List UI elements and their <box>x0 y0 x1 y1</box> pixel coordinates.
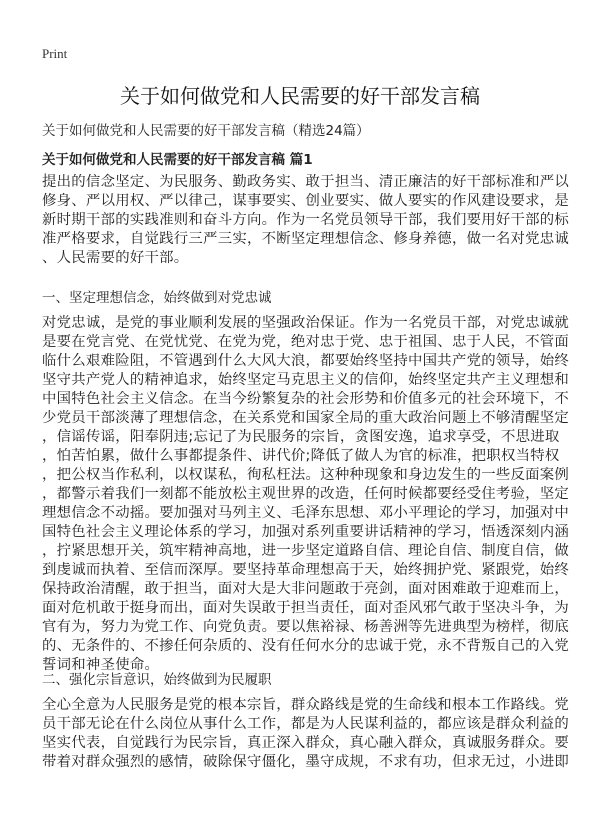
text-line: 少党员干部淡薄了理想信念，在关系党和国家全局的重大政治问题上不够清醒坚定 <box>42 410 570 426</box>
text-line: ，信谣传谣，阳奉阴违;忘记了为民服务的宗旨，贪图安逸，追求享受，不思进取 <box>42 429 560 445</box>
text-line: 提出的信念坚定、为民服务、勤政务实、敢于担当、清正廉洁的好干部标准和严以 <box>42 174 570 190</box>
print-link[interactable]: Print <box>42 46 68 61</box>
text-line: 是要在党言党、在党忧党、在党为党，绝对忠于党、忠于祖国、忠于人民，不管面 <box>42 334 570 350</box>
text-line: ，怕苦怕累，做什么事都提条件、讲代价;降低了做人为官的标准，把职权当特权 <box>42 448 560 464</box>
article-heading: 关于如何做党和人民需要的好干部发言稿 篇1 <box>42 152 313 168</box>
text-line: ，都警示着我们一刻都不能放松主观世界的改造，任何时候都要经受住考验，坚定 <box>42 486 570 502</box>
text-line: 对党忠诚，是党的事业顺利发展的坚强政治保证。作为一名党员干部，对党忠诚就 <box>42 315 570 331</box>
text-line: 坚守共产党人的精神追求，始终坚定马克思主义的信仰，始终坚定共产主义理想和 <box>42 372 570 388</box>
paragraph-2 <box>42 314 569 675</box>
text-line: 誓词和神圣使命。 <box>42 657 160 673</box>
subtitle: 关于如何做党和人民需要的好干部发言稿（精选24篇） <box>42 123 370 139</box>
text-line: 到虔诚而执着、至信而深厚。要坚持革命理想高于天，始终拥护党、紧跟党，始终 <box>42 562 570 578</box>
text-line: 中国特色社会主义信念。在当今纷繁复杂的社会形势和价值多元的社会环境下，不 <box>42 391 570 407</box>
paragraph-1 <box>42 173 569 268</box>
text-line: ，拧紧思想开关，筑牢精神高地，进一步坚定道路自信、理论自信、制度自信，做 <box>42 543 570 559</box>
text-line: 面对危机敢于挺身而出，面对失误敢于担当责任，面对歪风邪气敢于坚决斗争，为 <box>42 600 570 616</box>
text-line: 员干部无论在什么岗位从事什么工作，都是为人民谋利益的，都应该是群众利益的 <box>42 716 570 732</box>
text-line: 带着对群众强烈的感情，破除保守僵化，墨守成规，不求有功，但求无过，小进即 <box>42 754 570 770</box>
text-line: 理想信念不动摇。要加强对马列主义、毛泽东思想、邓小平理论的学习，加强对中 <box>42 505 570 521</box>
text-line: 、人民需要的好干部。 <box>42 250 189 266</box>
paragraph-3 <box>42 696 569 772</box>
text-line: 准严格要求，自觉践行三严三实，不断坚定理想信念、修身养德，做一名对党忠诚 <box>42 231 570 247</box>
section-heading-1: 一、坚定理想信念，始终做到对党忠诚 <box>42 290 272 306</box>
text-line: 官有为，努力为党工作、向党负责。要以焦裕禄、杨善洲等先进典型为榜样，彻底 <box>42 619 570 635</box>
text-line: 国特色社会主义理论体系的学习，加强对系列重要讲话精神的学习，悟透深刻内涵 <box>42 524 570 540</box>
text-line: 临什么艰难险阻，不管遇到什么大风大浪，都要始终坚持中国共产党的领导，始终 <box>42 353 570 369</box>
text-line: ，把公权当作私利，以权谋私，徇私枉法。这种种现象和身边发生的一些反面案例 <box>42 467 570 483</box>
text-line: 保持政治清醒，敢于担当，面对大是大非问题敢于亮剑，面对困难敢于迎难而上， <box>42 581 570 597</box>
section-heading-2: 二、强化宗旨意识，始终做到为民履职 <box>42 672 272 688</box>
text-line: 的、无条件的、不掺任何杂质的、没有任何水分的忠诚于党，永不背叛自己的入党 <box>42 638 570 654</box>
page-title: 关于如何做党和人民需要的好干部发言稿 <box>120 84 480 108</box>
text-line: 全心全意为人民服务是党的根本宗旨，群众路线是党的生命线和根本工作路线。党 <box>42 697 570 713</box>
text-line: 新时期干部的实践准则和奋斗方向。作为一名党员领导干部，我们要用好干部的标 <box>42 212 570 228</box>
text-line: 修身、严以用权、严以律己，谋事要实、创业要实、做人要实的作风建设要求，是 <box>42 193 570 209</box>
text-line: 坚实代表，自觉践行为民宗旨，真正深入群众，真心融入群众，真诚服务群众。要 <box>42 735 570 751</box>
